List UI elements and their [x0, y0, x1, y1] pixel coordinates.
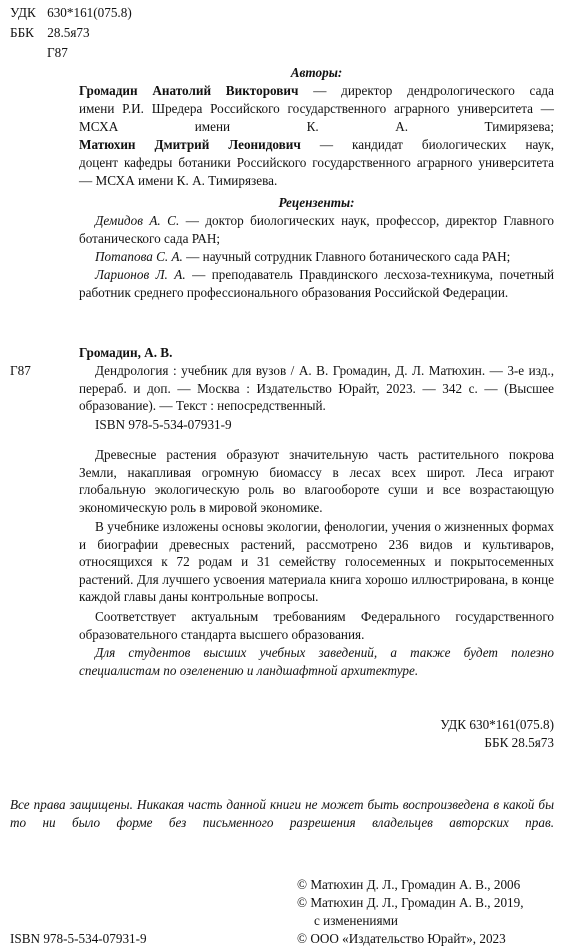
- author-2-role-start: — кандидат биологических наук,: [300, 137, 555, 152]
- annotation-audience: Для студентов высших учебных заведений, а также будет полезно специалистам по озеленению и ландшафтной архитектуре.: [79, 645, 554, 678]
- reviewer-3-text: — преподаватель Правдинского лесхоза-техникума, почетный работник среднего профессионального образования Российской Федерации.: [79, 267, 555, 300]
- reviewer-3: [79, 266, 554, 301]
- annotation-paragraph-1: Древесные растения образуют значительную часть растительного покрова Земли, накапливая огромную биомассу в лесах всех широт. Леса играют глобальную экологическую роль во влагообороте суши и все возрастающую экономическую роль в мировой экономике.: [79, 447, 554, 515]
- copyright-1: © Матюхин Д. Л., Громадин А. В., 2006: [297, 877, 521, 892]
- bbk-code-bottom: ББК 28.5я73: [484, 735, 554, 750]
- biblio-description: Дендрология : учебник для вузов / А. В. Громадин, Д. Л. Матюхин. — 3-е изд., перераб. и доп. — Москва : Издательство Юрайт, 2023. — 342 с. — (Высшее образование). — Текст : непосредственный.: [79, 363, 554, 414]
- author-2-name: Матюхин Дмитрий Леонидович: [79, 137, 301, 152]
- rights-notice: Все права защищены. Никакая часть данной книги не может быть воспроизведена в какой бы то ни было форме без письменного разрешения владельцев авторских прав.: [10, 797, 554, 830]
- author-1-name: Громадин Анатолий Викторович: [79, 83, 299, 98]
- reviewer-2-text: — научный сотрудник Главного ботанического сада РАН;: [182, 249, 511, 264]
- udk-value: 630*161(075.8): [47, 5, 132, 20]
- reviewer-3-name: Ларионов Л. А.: [95, 267, 186, 282]
- biblio-author: Громадин, А. В.: [79, 345, 173, 360]
- udk-label: УДК: [10, 5, 36, 20]
- biblio-author-mark: Г87: [10, 363, 31, 378]
- udk-code-top: [10, 4, 132, 22]
- annotation-paragraph-2: В учебнике изложены основы экологии, фенологии, учения о жизненных формах и биографии древесных растений, рассмотрено 236 видов и культиваров, относящихся к 72 родам и 31 семейству голосеменных и покрытосеменных растений. Для лучшего усвоения материала книга хорошо иллюстрирована, в конце каждой главы даны контрольные вопросы.: [79, 519, 554, 605]
- author-mark-top: Г87: [47, 45, 68, 60]
- reviewer-2-name: Потапова С. А.: [95, 249, 183, 264]
- reviewers-heading: Рецензенты:: [278, 195, 355, 210]
- reviewer-2: [79, 248, 554, 266]
- author-1-line-1: [79, 82, 554, 100]
- author-1-role-start: — директор дендрологического сада: [298, 83, 554, 98]
- author-2-affiliation: доцент кафедры ботаники Российского государственного аграрного университета — МСХА имени К. А. Тимирязева.: [79, 155, 554, 188]
- bbk-label: ББК: [10, 25, 34, 40]
- bbk-value: 28.5я73: [47, 25, 90, 40]
- copyright-2-note: с изменениями: [314, 913, 398, 928]
- authors-heading: Авторы:: [290, 65, 343, 80]
- reviewer-1-text: — доктор биологических наук, профессор, директор Главного ботанического сада РАН;: [79, 213, 554, 246]
- reviewer-1: [79, 212, 554, 247]
- biblio-isbn: ISBN 978-5-534-07931-9: [95, 417, 232, 432]
- annotation-paragraph-3: Соответствует актуальным требованиям Федерального государственного образовательного стандарта высшего образования.: [79, 609, 554, 642]
- author-1-affiliation: имени Р.И. Шредера Российского государственного аграрного университета — МСХА имени К. А. Тимирязева;: [79, 101, 554, 134]
- author-2-line-1: [79, 136, 554, 154]
- reviewer-1-name: Демидов А. С.: [95, 213, 180, 228]
- copyright-2: © Матюхин Д. Л., Громадин А. В., 2019,: [297, 895, 524, 910]
- bbk-code-top: [10, 24, 90, 42]
- copyright-3: © ООО «Издательство Юрайт», 2023: [297, 931, 506, 946]
- isbn-bottom: ISBN 978-5-534-07931-9: [10, 931, 147, 946]
- udk-code-bottom: УДК 630*161(075.8): [440, 717, 554, 732]
